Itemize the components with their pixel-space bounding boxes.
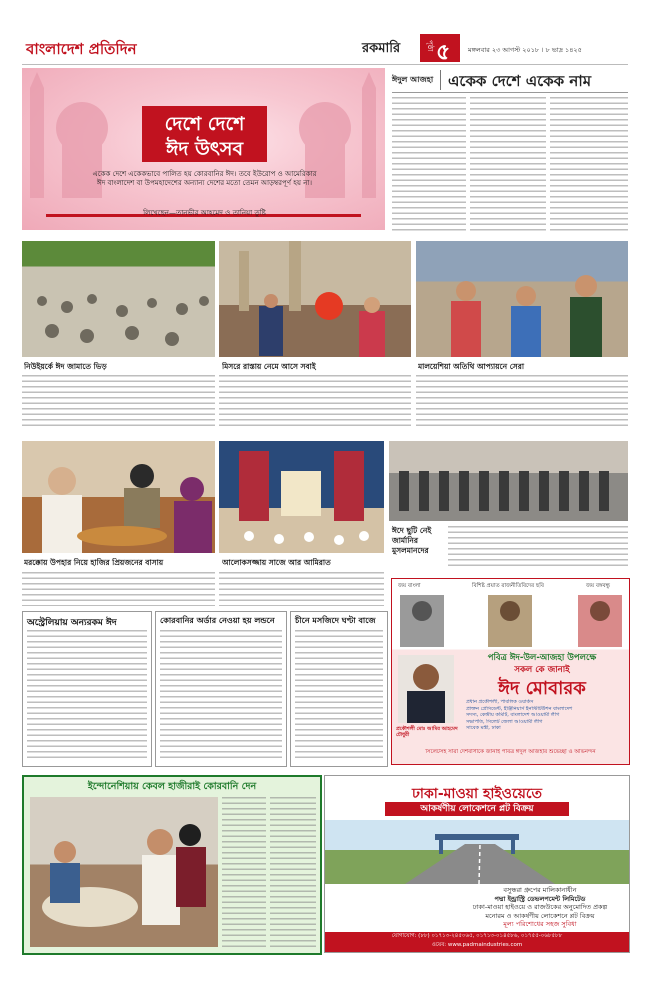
london-title: কোরবানির অর্ডার নেওয়া হয় লন্ডনে [160, 616, 275, 625]
plot-ad-contact-1: যোগাযোগ: (৮৮) ০১৭১৩-২৪৫০৬৫, ০১৭১৩-০১৪৫৮৬, ০১৭৫৫-০৬৮৫৮৮ [391, 933, 563, 939]
australia-title: অস্ট্রেলিয়ায় অন্যরকম ঈদ [27, 618, 117, 628]
lead-body-col-2 [470, 97, 546, 231]
lead-deck: একেক দেশে একেকভাবে পালিত হয় কোরবানির ঈদ। তবে ইউরোপ ও আমেরিকার ঈদ বাংলাদেশ বা উপমহাদেশের অন্যান্য দেশের মতো তেমন আড়ম্বরপূর্ণ হয় না। [92, 170, 317, 187]
ad-footer-note: সিলেটসহ সারা দেশবাসীকে জানাই পবিত্র ঈদুল আজহার শুভেচ্ছা ও অভিনন্দন [425, 749, 596, 755]
highway-illustration [325, 820, 629, 884]
indonesia-body-col-2 [270, 797, 316, 947]
lead-banner [22, 68, 385, 230]
morocco-body [22, 572, 215, 606]
photo-morocco-family [22, 441, 215, 553]
sponsor-detail-line: সদস্য, কেন্দ্রীয় কমিটি, বাংলাদেশ আওয়ামী লীগ [466, 712, 560, 718]
egypt-body [219, 375, 411, 427]
lead-section-rule [392, 92, 628, 93]
ad-slogan-center: বিশিষ্ট প্রয়াত রাজনীতিবিদের ছবি [472, 583, 544, 589]
malaysia-body [416, 375, 628, 427]
plot-ad-subtitle: আকর্ষণীয় লোকেশনে প্লট বিক্রয় [420, 804, 534, 814]
lead-body-col-3 [550, 97, 628, 231]
plot-ad-title: ঢাকা-মাওয়া হাইওয়েতে [412, 786, 542, 802]
plot-ad-body [455, 886, 625, 929]
crowd-drawing [22, 241, 215, 357]
caption-algeria: আলোকসজ্জায় সাজে আর আমিরাত [222, 558, 382, 570]
plot-ad-line: পদ্মা ইন্ড্রাস্ট্রি ডেভলপমেন্ট লিমিটেড [494, 894, 586, 903]
plot-ad-contact-band [325, 932, 629, 952]
plot-ad-contact-2: ওয়েব: www.padmaindustries.com [431, 942, 523, 948]
newyork-body [22, 375, 215, 427]
photo-indonesia [30, 797, 218, 947]
photo-germany-prayer [389, 441, 628, 521]
eid-greet-line-1: পবিত্র ঈদ-উল-আজহা উপলক্ষে [487, 653, 597, 663]
caption-germany: ঈদে ছুটি নেই জার্মানির মুসলমানদের [392, 526, 432, 555]
sponsor-name: প্রকৌশলী মোঃ আমির আহমেদ চৌধুরী [396, 726, 458, 738]
sponsor-detail-line: প্রধান প্রকৌশলী, পাবলিক ওয়ার্কস [466, 699, 534, 705]
lead-body-col-1 [392, 97, 466, 231]
lead-byline: লিখেছেন—তানভীর আহমেদ ও তানিয়া তুষ্টি [143, 209, 266, 217]
ad-slogan-right: জয় বঙ্গবন্ধু [586, 583, 611, 589]
china-title: চীনে মসজিদে ঘণ্টা বাজে [295, 616, 376, 625]
page-label: পৃষ্ঠা [426, 40, 434, 52]
algeria-scene-drawing [219, 441, 384, 553]
leader-portraits [392, 589, 629, 649]
eid-greeting-ad [391, 578, 630, 765]
sponsor-detail-line: প্রাক্তন প্রেসিডেন্ট, ইঞ্জিনিয়ার্স ইনস্টিটিউশন বাংলাদেশ [466, 705, 573, 712]
sponsor-detail-line: সাবেক মন্ত্রী, ঢাকা [466, 725, 501, 731]
page-number: ৫ [436, 40, 451, 65]
plot-ad-line: মূল্য পরিশোধের সহজ সুবিধা [503, 920, 577, 928]
plot-ad-line: ঢাকা-মাওয়া হাইওয়ে ও রাজউকের অনুমোদিত প্রকল্প [472, 903, 608, 911]
germany-scene-drawing [389, 441, 628, 521]
morocco-scene-drawing [22, 441, 215, 553]
lead-section-title: একেক দেশে একেক নাম [448, 72, 592, 90]
plot-ad-line: বসুন্ধরা গ্রুপের মালিকানাধীন [503, 886, 577, 894]
australia-box [22, 611, 152, 767]
caption-egypt: মিসরে রাস্তায় নেমে আসে সবাই [222, 362, 410, 374]
sponsor-portrait [398, 655, 454, 723]
date-line: মঙ্গলবার ২৩ আগস্ট ২০১৮ । ৮ ভাদ্র ১৪২৫ [468, 46, 582, 54]
australia-body [27, 630, 147, 762]
lead-kicker: ঈদুল আজহা [392, 75, 434, 84]
london-body [160, 630, 282, 762]
egypt-scene-drawing [219, 241, 411, 357]
indonesia-section [22, 775, 322, 955]
lead-headline-line-1: দেশে দেশে [164, 113, 245, 135]
london-box [155, 611, 287, 767]
photo-algeria-lights [219, 441, 384, 553]
masthead [22, 34, 628, 65]
indonesia-title: ইন্দোনেশিয়ায় কেবল হাজীরাই কোরবানি দেন [87, 781, 257, 792]
plot-ad-line: মনোরম ও আকর্ষণীয় লোকেশনে প্লট বিক্রয় [485, 911, 595, 920]
eid-greet-line-3: ঈদ মোবারক [498, 678, 586, 699]
indonesia-body-col-1 [222, 797, 266, 947]
sponsor-details [466, 699, 624, 732]
lead-title-box [142, 106, 267, 162]
china-box [290, 611, 388, 767]
plot-ad-subtitle-band [385, 802, 569, 816]
photo-egypt-street [219, 241, 411, 357]
ad-slogan-left: জয় বাংলা [398, 583, 421, 589]
photo-malaysia-kids [416, 241, 628, 357]
caption-malaysia: মালয়েশিয়া অতিথি আপ্যায়নে সেরা [418, 362, 628, 374]
photo-newyork-prayer [22, 241, 215, 357]
section-divider [440, 70, 441, 90]
sponsor-detail-line: সভাপতি, সিলেট জেলা আওয়ামী লীগ [466, 718, 543, 725]
indonesia-scene-drawing [30, 797, 218, 947]
caption-newyork: নিউইয়র্কে ঈদ জামাতে ভিড় [24, 362, 214, 374]
malaysia-scene-drawing [416, 241, 628, 357]
algeria-body [219, 572, 384, 606]
page-number-badge [420, 34, 460, 65]
section-name: রকমারি [362, 41, 401, 56]
china-body [295, 630, 383, 762]
germany-body [448, 526, 628, 570]
brand-logo: বাংলাদেশ প্রতিদিন [26, 40, 137, 58]
lead-headline-line-2: ঈদ উৎসব [165, 138, 244, 160]
plot-sale-ad [324, 775, 630, 953]
caption-morocco: মরক্কোয় উপহার নিয়ে হাজির প্রিয়জনের বাসায় [24, 558, 214, 570]
eid-greet-line-2: সকল কে জানাই [514, 665, 570, 675]
